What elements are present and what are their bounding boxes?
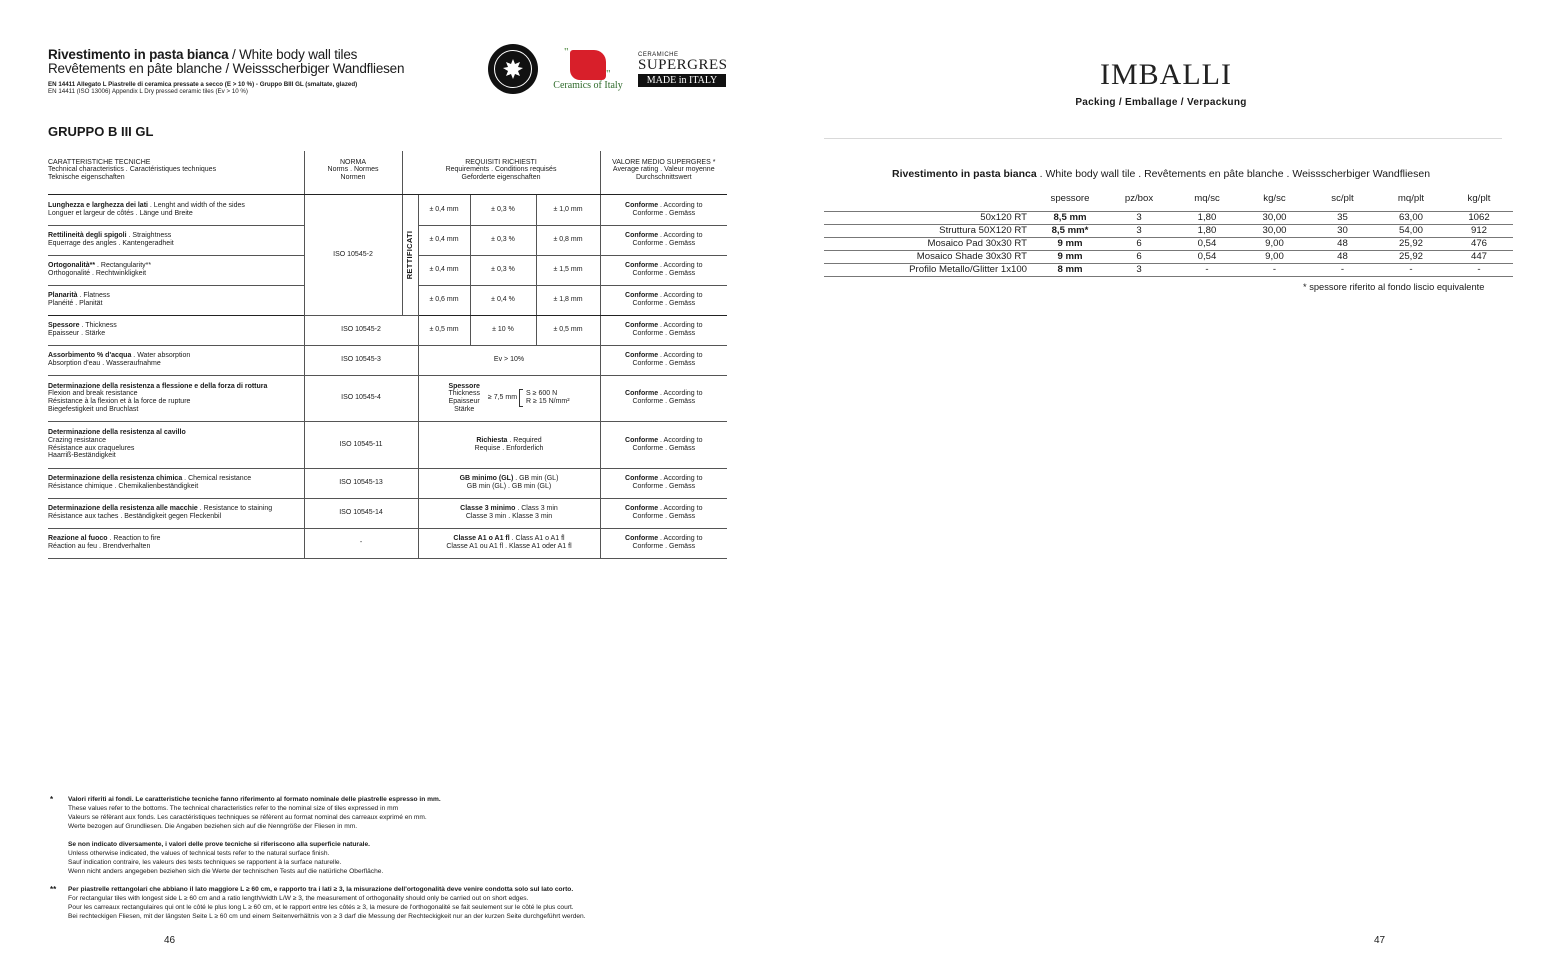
requirement-value: ± 0,3 % — [470, 225, 536, 255]
characteristic-cell: Determinazione della resistenza alle macchie . Resistance to staining Résistance aux taches . Beständigkeit gegen Fleckenbil — [48, 498, 304, 528]
table-cell: 1,80 — [1173, 211, 1241, 224]
requirement-cell: Classe 3 minimo . Class 3 min Classe 3 min . Klasse 3 min — [418, 498, 600, 528]
table-row — [48, 498, 727, 528]
table-cell: 30,00 — [1241, 224, 1308, 237]
norm-cell: ISO 10545-2 — [304, 315, 418, 345]
table-row — [48, 194, 727, 225]
packing-table — [824, 191, 1513, 277]
product-name: Struttura 50X120 RT — [824, 224, 1035, 237]
requirement-value: ± 0,3 % — [470, 194, 536, 225]
table-cell: 30,00 — [1241, 211, 1308, 224]
table-cell: 3 — [1105, 211, 1173, 224]
table-cell: 30 — [1308, 224, 1377, 237]
table-cell: 48 — [1308, 237, 1377, 250]
page-number-left: 46 — [164, 935, 176, 946]
norm-cell: ISO 10545-14 — [304, 498, 418, 528]
table-row — [48, 528, 727, 558]
footnote-rectangularity: ** Per piastrelle rettangolari che abbiano il lato maggiore L ≥ 60 cm, e rapporto tra i lati ≥ 3, la misurazione dell'ortogonalità deve venire condotta solo sul lato corto. For rectangular tiles with longest side L ≥ 60 cm and a ratio length/width L/W ≥ 3, the measurement of orthogonality should only be carried out on short edges. Pour les carreaux rectangulaires qui ont le côté le plus long L ≥ 60 cm, et le rapport entre les côtés ≥ 3, la mesure de l'orthogonalité se fait seulement sur le côté le plus court. Bei rechteckigen Fliesen, mit der längsten Seite L ≥ 60 cm und einem Seitenverhältnis von ≥ 3 darf die Messung der Rechteckigkeit nur an der kurzen Seite durchgeführt werden. — [50, 885, 586, 920]
table-row — [824, 211, 1513, 224]
page-subtitle: Packing / Emballage / Verpackung — [1075, 97, 1247, 108]
table-cell: - — [1173, 263, 1241, 276]
table-cell: 1,80 — [1173, 224, 1241, 237]
requirement-value: ± 0,4 mm — [418, 225, 470, 255]
table-row — [48, 315, 727, 345]
page-number-right: 47 — [1374, 935, 1386, 946]
conforme-cell: Conforme . According to Conforme . Gemäss — [600, 375, 727, 421]
table-cell: 1062 — [1445, 211, 1513, 224]
group-title: GRUPPO B III GL — [48, 124, 154, 139]
thickness-cell: 8,5 mm — [1035, 211, 1105, 224]
table-cell: 25,92 — [1377, 250, 1445, 263]
requirement-value: ± 0,6 mm — [418, 285, 470, 315]
table-cell: - — [1241, 263, 1308, 276]
table-row — [48, 468, 727, 498]
table-cell: - — [1377, 263, 1445, 276]
packing-table-title: Rivestimento in pasta bianca . White body wall tile . Revêtements en pâte blanche . Weissscherbiger Wandfliesen — [892, 168, 1431, 180]
table-cell: 912 — [1445, 224, 1513, 237]
rettificati-label: RETTIFICATI — [402, 194, 418, 315]
conforme-cell: Conforme . According to Conforme . Gemäss — [600, 468, 727, 498]
table-row — [48, 421, 727, 468]
table-cell: 54,00 — [1377, 224, 1445, 237]
norm-cell: ISO 10545-4 — [304, 375, 418, 421]
table-row — [824, 237, 1513, 250]
header-average-value: VALORE MEDIO SUPERGRES * Average rating . Valeur moyenne Durchschnittswert — [600, 151, 727, 194]
table-cell: 6 — [1105, 237, 1173, 250]
product-name: 50x120 RT — [824, 211, 1035, 224]
requirement-value: ± 10 % — [470, 315, 536, 345]
requirement-value: ± 0,8 mm — [536, 225, 600, 255]
norm-cell: ISO 10545-13 — [304, 468, 418, 498]
product-name: Mosaico Shade 30x30 RT — [824, 250, 1035, 263]
requirement-cell: Classe A1 o A1 fl . Class A1 o A1 fl Classe A1 ou A1 fl . Klasse A1 oder A1 fl — [418, 528, 600, 558]
characteristic-cell: Determinazione della resistenza chimica . Chemical resistance Résistance chimique . Chemikalienbeständigkeit — [48, 468, 304, 498]
table-cell: - — [1445, 263, 1513, 276]
requirement-value: ± 1,0 mm — [536, 194, 600, 225]
packing-header: mq/plt — [1397, 193, 1425, 205]
table-cell: 0,54 — [1173, 237, 1241, 250]
conforme-cell: Conforme . According to Conforme . Gemäss — [600, 528, 727, 558]
document-title: Rivestimento in pasta bianca / White body wall tiles Revêtements en pâte blanche / Weissscherbiger Wandfliesen — [48, 47, 405, 76]
footnote-values: * Valori riferiti ai fondi. Le caratteristiche tecniche fanno riferimento al formato nominale delle piastrelle espresso in mm. These values refer to the bottoms. The technical characteristics refer to the nominal size of tiles expressed in mm Valeurs se réfèrant aux fonds. Les caractéristiques techniques se réfèrent au format nominal des carreaux exprimé en mm. Werte bezogen auf Grundliesen. Die Angaben beziehen sich auf die Nenngröße der Fliesen in mm. Se non indicato diversamente, i valori delle prove tecniche si riferiscono alla superficie naturale. Unless otherwise indicated, the values of technical tests refer to the natural surface finish. Sauf indication contraire, les valeurs des tests techniques se rapportent à la surface naturelle. Wenn nicht anders angegeben beziehen sich die Werte der technischen Tests auf die natürliche Oberfläche. — [50, 795, 441, 875]
norm-cell: ISO 10545-2 — [304, 194, 402, 315]
thickness-cell: 8,5 mm* — [1035, 224, 1105, 237]
characteristic-cell: Spessore . Thickness Epaisseur . Stärke — [48, 315, 304, 345]
table-cell: 63,00 — [1377, 211, 1445, 224]
packing-header: pz/box — [1124, 193, 1154, 205]
characteristic-cell: Ortogonalità** . Rectangularity** Orthogonalité . Rechtwinkligkeit — [48, 255, 304, 285]
table-row — [48, 375, 727, 421]
requirement-value: ± 1,8 mm — [536, 285, 600, 315]
requirement-cell: GB minimo (GL) . GB min (GL) GB min (GL) . GB min (GL) — [418, 468, 600, 498]
table-cell: 476 — [1445, 237, 1513, 250]
characteristic-cell: Lunghezza e larghezza dei lati . Lenght and width of the sides Longuer et largeur de côtés . Länge und Breite — [48, 194, 304, 225]
table-row — [824, 250, 1513, 263]
thickness-cell: 9 mm — [1035, 237, 1105, 250]
packing-header: mq/sc — [1194, 193, 1220, 205]
ceramics-of-italy-logo: " " Ceramics of Italy — [553, 46, 623, 91]
table-header-row — [48, 151, 727, 194]
conforme-cell: Conforme . According to Conforme . Gemäss — [600, 315, 727, 345]
norm-cell: - — [304, 528, 418, 558]
leaf-icon — [502, 58, 524, 80]
requirement-value: ± 0,4 mm — [418, 194, 470, 225]
table-cell: 9,00 — [1241, 250, 1308, 263]
table-cell: - — [1308, 263, 1377, 276]
packing-header-row — [824, 191, 1513, 211]
packing-header: sc/plt — [1331, 193, 1354, 205]
technical-characteristics-table — [48, 151, 727, 559]
conforme-cell: Conforme . According to Conforme . Gemäss — [600, 498, 727, 528]
header-norm: NORMA Norms . Normes Normen — [304, 151, 402, 194]
characteristic-cell: Determinazione della resistenza a flessione e della forza di rottura Flexion and break resistance Résistance à la flexion et à la force de rupture Biegefestigkeit und Bruchlast — [48, 375, 304, 421]
characteristic-cell: Reazione al fuoco . Reaction to fire Réaction au feu . Brendverhalten — [48, 528, 304, 558]
table-cell: 9,00 — [1241, 237, 1308, 250]
table-cell: 25,92 — [1377, 237, 1445, 250]
page-title: IMBALLI — [1100, 58, 1232, 91]
conforme-cell: Conforme . According to Conforme . Gemäss — [600, 421, 727, 468]
supergres-logo: CERAMICHE SUPERGRES MADE in ITALY — [638, 52, 728, 86]
footnotes — [48, 795, 728, 921]
requirement-value: ± 0,4 mm — [418, 255, 470, 285]
norm-cell: ISO 10545-3 — [304, 345, 418, 375]
header-characteristics: CARATTERISTICHE TECNICHE Technical characteristics . Caractéristiques techniques Teknische eigenschaften — [48, 151, 304, 194]
conforme-cell: Conforme . According to Conforme . Gemäss — [600, 255, 727, 285]
table-cell: 3 — [1105, 263, 1173, 276]
red-brush-mark-icon — [570, 50, 606, 80]
thickness-cell: 9 mm — [1035, 250, 1105, 263]
table-cell: 447 — [1445, 250, 1513, 263]
requirement-cell: Spessore Thickness Epaisseur Stärke ≥ 7,5 mm S ≥ 600 N R ≥ 15 N/mm² — [418, 375, 600, 421]
header-requirements: REQUISITI RICHIESTI Requirements . Conditions requisés Geforderte eigenschaften — [402, 151, 600, 194]
characteristic-cell: Rettilineità degli spigoli . Straightness Equerrage des angles . Kantengeradheit — [48, 225, 304, 255]
usgbc-member-logo — [488, 44, 538, 94]
table-cell: 6 — [1105, 250, 1173, 263]
product-name: Profilo Metallo/Glitter 1x100 — [824, 263, 1035, 276]
requirement-value: ± 0,5 mm — [418, 315, 470, 345]
table-row — [48, 345, 727, 375]
packing-header: kg/plt — [1467, 193, 1491, 205]
divider — [824, 138, 1502, 139]
conforme-cell: Conforme . According to Conforme . Gemäss — [600, 285, 727, 315]
requirement-cell: Ev > 10% — [418, 345, 600, 375]
characteristic-cell: Planarità . Flatness Planéité . Planität — [48, 285, 304, 315]
thickness-cell: 8 mm — [1035, 263, 1105, 276]
standard-reference: EN 14411 Allegato L Piastrelle di ceramica pressate a secco (E > 10 %) - Gruppo BIII GL (smaltate, glazed) EN 14411 (ISO 13006) Appendix L Dry pressed ceramic tiles (Ev > 10 %) — [48, 81, 358, 95]
packing-header-name — [824, 191, 1035, 211]
packing-header: kg/sc — [1263, 193, 1286, 205]
table-cell: 3 — [1105, 224, 1173, 237]
packing-footnote: * spessore riferito al fondo liscio equivalente — [1303, 282, 1485, 292]
norm-cell: ISO 10545-11 — [304, 421, 418, 468]
conforme-cell: Conforme . According to Conforme . Gemäss — [600, 345, 727, 375]
requirement-value: ± 1,5 mm — [536, 255, 600, 285]
requirement-value: ± 0,3 % — [470, 255, 536, 285]
requirement-value: ± 0,4 % — [470, 285, 536, 315]
product-name: Mosaico Pad 30x30 RT — [824, 237, 1035, 250]
conforme-cell: Conforme . According to Conforme . Gemäss — [600, 194, 727, 225]
table-cell: 35 — [1308, 211, 1377, 224]
characteristic-cell: Determinazione della resistenza al cavillo Crazing resistance Résistance aux craquelures Haarriß-Beständigkeit — [48, 421, 304, 468]
table-cell: 48 — [1308, 250, 1377, 263]
conforme-cell: Conforme . According to Conforme . Gemäss — [600, 225, 727, 255]
requirement-value: ± 0,5 mm — [536, 315, 600, 345]
table-row — [824, 224, 1513, 237]
characteristic-cell: Assorbimento % d'acqua . Water absorption Absorption d'eau . Wasseraufnahme — [48, 345, 304, 375]
requirement-cell: Richiesta . Required Requise . Enforderlich — [418, 421, 600, 468]
left-page — [48, 0, 728, 968]
table-row — [824, 263, 1513, 276]
packing-header: spessore — [1050, 193, 1090, 205]
table-cell: 0,54 — [1173, 250, 1241, 263]
